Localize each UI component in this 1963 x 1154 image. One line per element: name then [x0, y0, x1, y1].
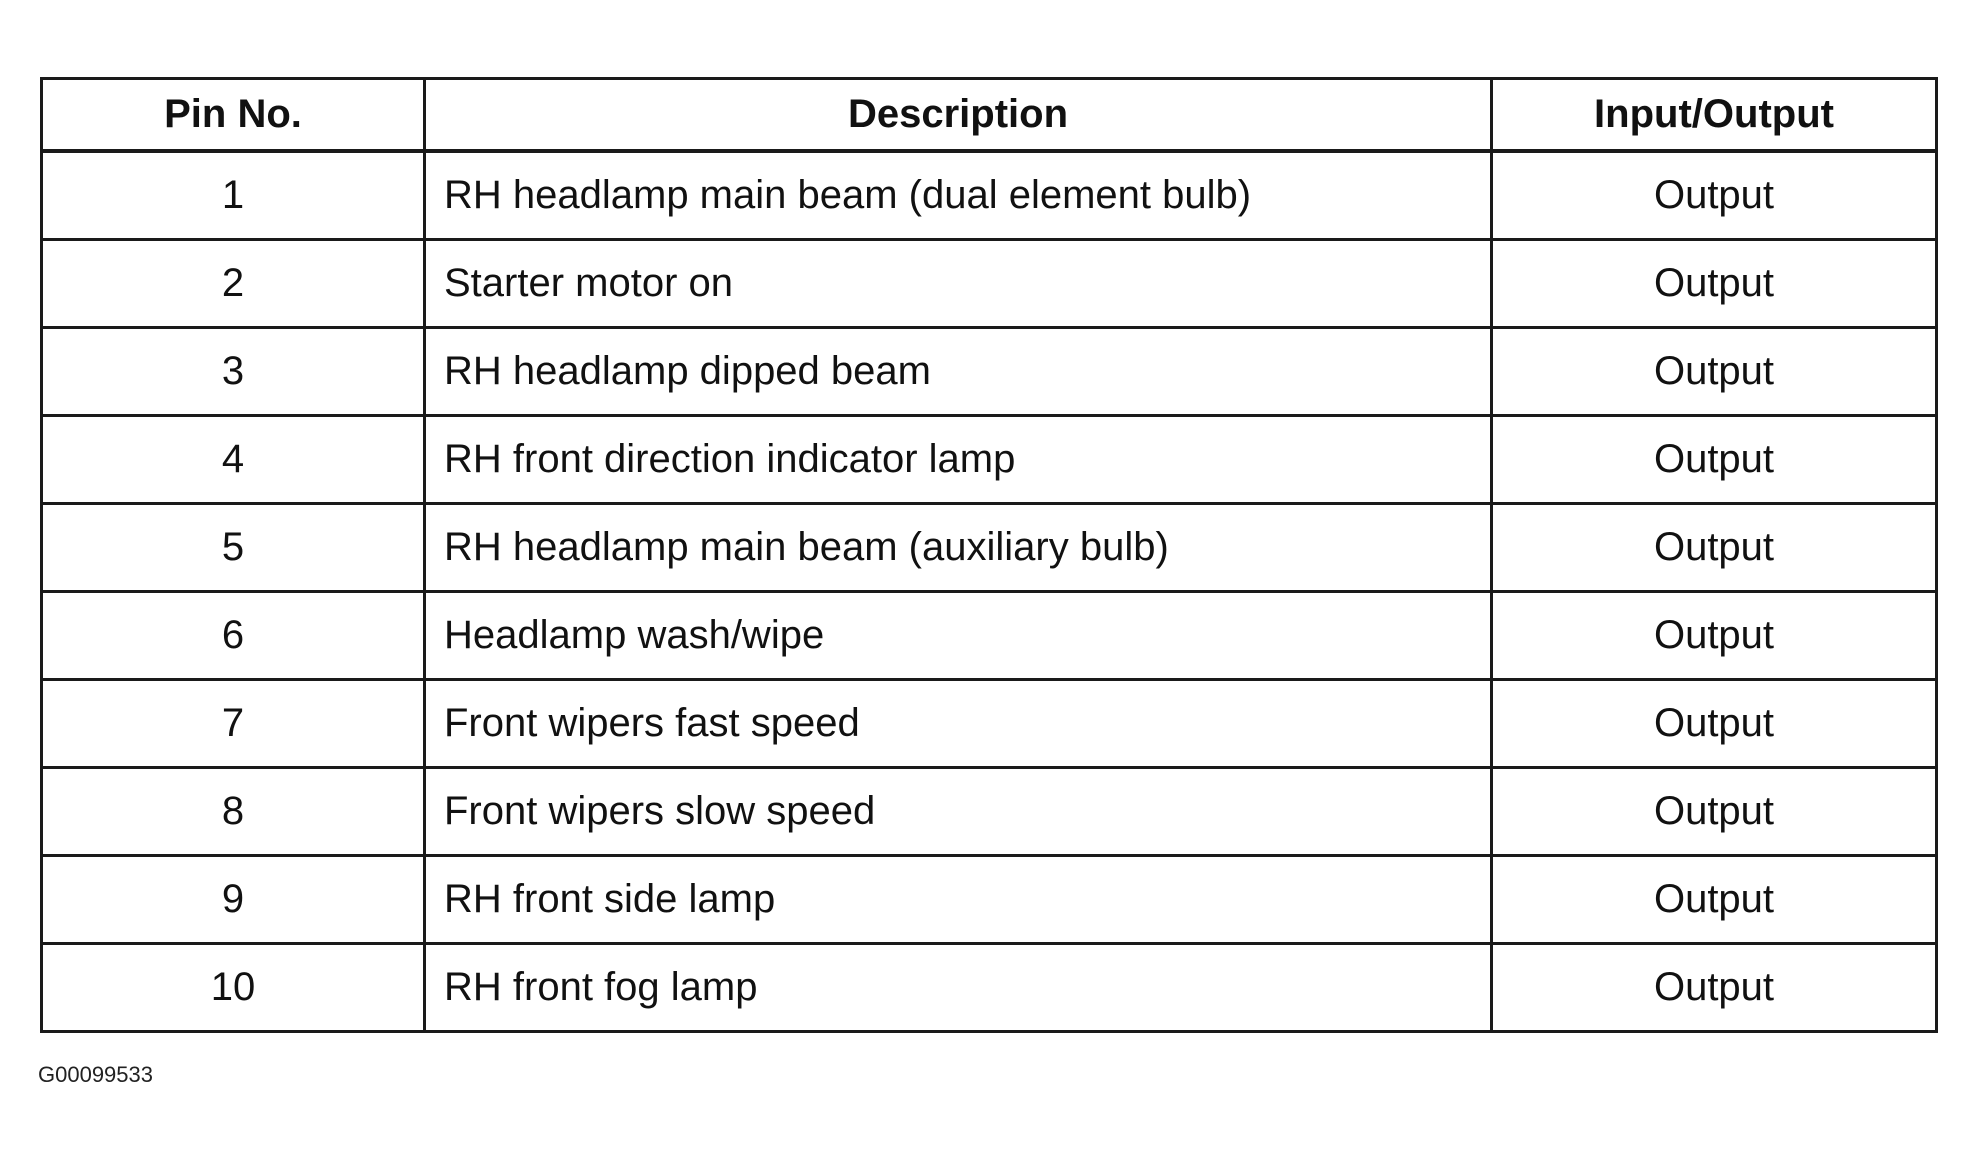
- table-header: [42, 79, 1937, 152]
- pin-description: RH front fog lamp: [425, 944, 1492, 1032]
- pin-direction: Output: [1492, 151, 1937, 240]
- header-input-output: Input/Output: [1492, 79, 1937, 152]
- table-row: [42, 328, 1937, 416]
- pin-description: RH headlamp main beam (dual element bulb): [425, 151, 1492, 240]
- pin-direction: Output: [1492, 416, 1937, 504]
- pin-number: 8: [42, 768, 425, 856]
- table-row: [42, 504, 1937, 592]
- table-row: [42, 240, 1937, 328]
- table-row: [42, 856, 1937, 944]
- pin-direction: Output: [1492, 592, 1937, 680]
- pin-description: RH front side lamp: [425, 856, 1492, 944]
- table-row: [42, 592, 1937, 680]
- pin-number: 7: [42, 680, 425, 768]
- pin-direction: Output: [1492, 768, 1937, 856]
- pin-table: [40, 77, 1938, 1033]
- pin-description: Starter motor on: [425, 240, 1492, 328]
- pin-number: 4: [42, 416, 425, 504]
- table-row: [42, 944, 1937, 1032]
- table-row: [42, 151, 1937, 240]
- pin-number: 5: [42, 504, 425, 592]
- pin-number: 3: [42, 328, 425, 416]
- pin-number: 10: [42, 944, 425, 1032]
- pin-number: 9: [42, 856, 425, 944]
- figure-id: G00099533: [38, 1062, 153, 1087]
- pin-description: RH headlamp main beam (auxiliary bulb): [425, 504, 1492, 592]
- pin-description: Headlamp wash/wipe: [425, 592, 1492, 680]
- pin-description: Front wipers slow speed: [425, 768, 1492, 856]
- pin-number: 1: [42, 151, 425, 240]
- pin-number: 2: [42, 240, 425, 328]
- table-row: [42, 416, 1937, 504]
- pin-direction: Output: [1492, 944, 1937, 1032]
- pin-description: RH headlamp dipped beam: [425, 328, 1492, 416]
- pin-description: RH front direction indicator lamp: [425, 416, 1492, 504]
- pin-direction: Output: [1492, 680, 1937, 768]
- pin-description: Front wipers fast speed: [425, 680, 1492, 768]
- pin-direction: Output: [1492, 240, 1937, 328]
- header-description: Description: [425, 79, 1492, 152]
- header-row: [42, 79, 1937, 152]
- table-body: [42, 151, 1937, 1032]
- pin-direction: Output: [1492, 328, 1937, 416]
- pin-number: 6: [42, 592, 425, 680]
- table-row: [42, 680, 1937, 768]
- header-pin-no: Pin No.: [42, 79, 425, 152]
- table-row: [42, 768, 1937, 856]
- pin-direction: Output: [1492, 504, 1937, 592]
- pin-direction: Output: [1492, 856, 1937, 944]
